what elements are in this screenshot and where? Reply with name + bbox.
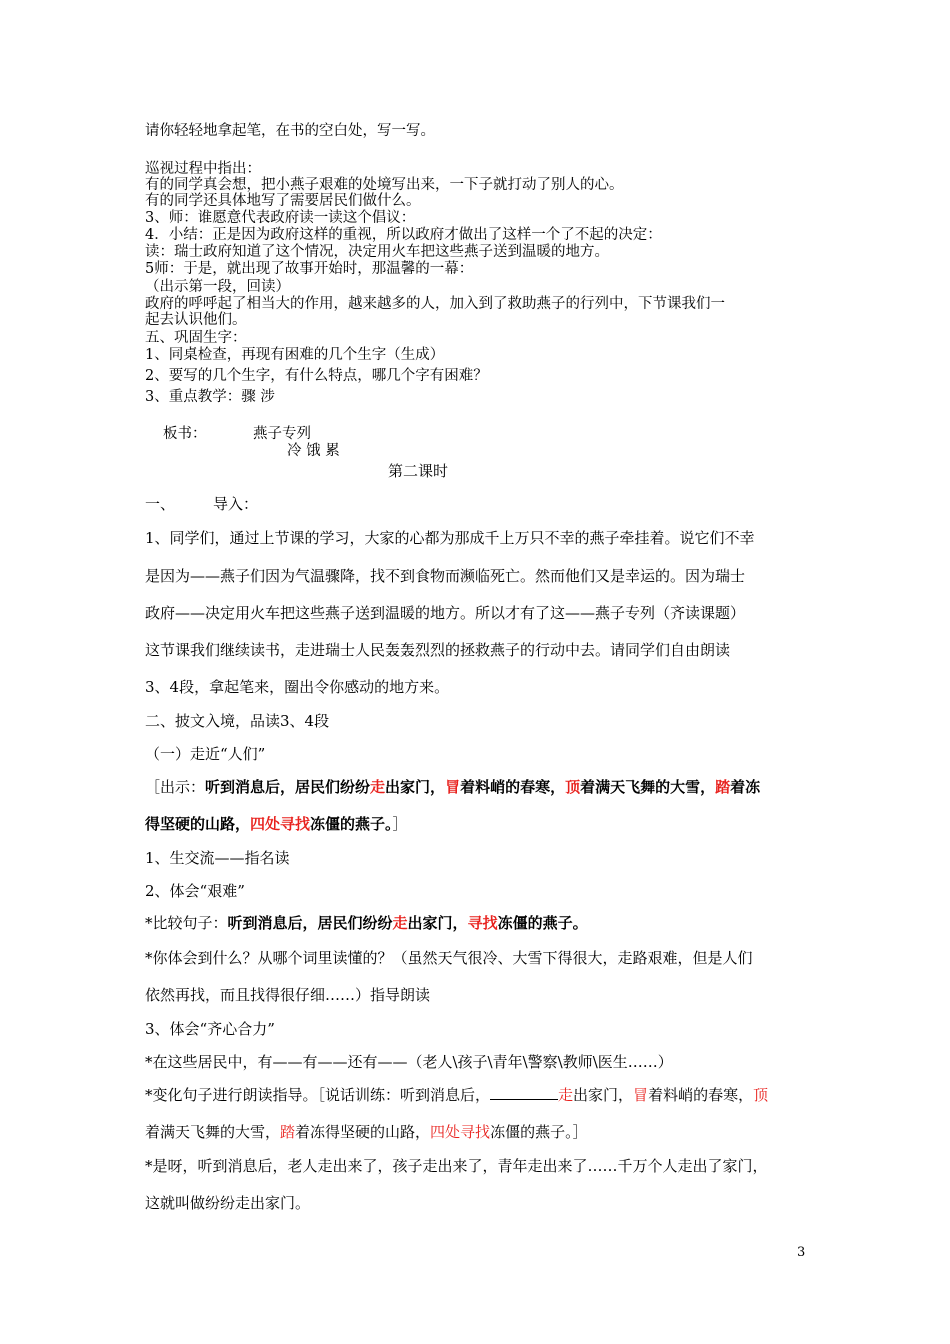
compare-sentence xyxy=(145,913,588,933)
text-line: 这节课我们继续读书，走进瑞士人民轰轰烈烈的拯救燕子的行动中去。请同学们自由朗读 xyxy=(145,641,731,659)
text-line: 1、同学们，通过上节课的学习，大家的心都为那成千上万只不幸的燕子牵挂着。说它们不幸 xyxy=(145,529,755,547)
text-line: 3、4段，拿起笔来，圈出令你感动的地方来。 xyxy=(145,678,450,696)
text-line: 2、体会“艰难” xyxy=(145,882,245,900)
text-line: 这就叫做纷纷走出家门。 xyxy=(145,1194,311,1212)
text-line: 有的同学还具体地写了需要居民们做什么。 xyxy=(145,193,421,209)
key-verb: 走 xyxy=(392,914,408,932)
sentence-text: *变化句子进行朗读指导。［说话训练：听到消息后， xyxy=(145,1086,491,1104)
lesson-title: 第二课时 xyxy=(388,462,449,480)
sentence-text: 冻僵的燕子。 xyxy=(310,815,393,833)
sentence-text: 听到消息后，居民们纷纷 xyxy=(227,914,393,932)
bracket-text: ［出示： xyxy=(145,778,206,796)
text-line: 政府的呼呼起了相当大的作用，越来越多的人，加入到了救助燕子的行列中，下节课我们一 xyxy=(145,296,725,312)
text-line: 依然再找，而且找得很仔细……）指导朗读 xyxy=(145,986,431,1004)
text-line: 3、重点教学：骤 涉 xyxy=(145,389,275,405)
key-verb: 寻找 xyxy=(467,914,498,932)
text-line: 读：瑞士政府知道了这个情况，决定用火车把这些燕子送到温暖的地方。 xyxy=(145,244,609,260)
section-heading: 二、披文入境，品读3、4段 xyxy=(145,712,330,730)
key-phrase: 四处寻找 xyxy=(430,1123,491,1141)
key-verb: 走 xyxy=(558,1086,574,1104)
key-verb: 冒 xyxy=(633,1086,649,1104)
board-title: 燕子专列 xyxy=(253,426,311,442)
text-line: 1、生交流——指名读 xyxy=(145,849,290,867)
text-line: 政府——决定用火车把这些燕子送到温暖的地方。所以才有了这——燕子专列（齐读课题） xyxy=(145,604,746,622)
text-line: 3、师：谁愿意代表政府读一读这个倡议： xyxy=(145,210,416,226)
text-line: 巡视过程中指出： xyxy=(145,161,261,177)
sentence-text: 出家门， xyxy=(407,914,468,932)
text-line: 4．小结：正是因为政府这样的重视，所以政府才做出了这样一个了不起的决定： xyxy=(145,227,662,243)
subsection-heading: （一）走近“人们” xyxy=(145,745,266,763)
sentence-text: 听到消息后，居民们纷纷 xyxy=(205,778,371,796)
practice-sentence xyxy=(145,1122,588,1142)
section-number: 一、 xyxy=(145,495,176,513)
text-line: 五、巩固生字： xyxy=(145,330,247,346)
key-verb: 走 xyxy=(370,778,386,796)
text-line: 请你轻轻地拿起笔，在书的空白处，写一写。 xyxy=(145,123,435,139)
key-verb: 顶 xyxy=(753,1086,769,1104)
text-line: 5师：于是，就出现了故事开始时，那温馨的一幕： xyxy=(145,261,474,277)
key-verb: 踏 xyxy=(715,778,731,796)
key-verb: 冒 xyxy=(445,778,461,796)
board-words: 冷 饿 累 xyxy=(287,443,340,459)
blank-line xyxy=(490,1085,558,1100)
text-line: *你体会到什么？从哪个词里读懂的？（虽然天气很冷、大雪下得很大，走路艰难，但是人们 xyxy=(145,949,753,967)
sentence-text: 着冻 xyxy=(730,778,761,796)
text-line: （出示第一段，回读） xyxy=(145,279,290,295)
key-verb: 踏 xyxy=(280,1123,296,1141)
text-line: 是因为——燕子们因为气温骤降，找不到食物而濒临死亡。然而他们又是幸运的。因为瑞士 xyxy=(145,567,746,585)
sentence-text: 出家门， xyxy=(385,778,446,796)
highlight-sentence xyxy=(145,814,408,834)
sentence-text: 着料峭的春寒， xyxy=(648,1086,754,1104)
text-line: 1、同桌检查，再现有困难的几个生字（生成） xyxy=(145,347,445,363)
text-line: 2、要写的几个生字，有什么特点，哪几个字有困难？ xyxy=(145,368,488,384)
highlight-sentence xyxy=(145,777,760,797)
key-phrase: 四处寻找 xyxy=(250,815,311,833)
text-line: 有的同学真会想，把小燕子艰难的处境写出来，一下子就打动了别人的心。 xyxy=(145,177,624,193)
sentence-text: 冻僵的燕子。］ xyxy=(490,1123,588,1141)
label-text: *比较句子： xyxy=(145,914,228,932)
sentence-text: 着满天飞舞的大雪， xyxy=(145,1123,281,1141)
sentence-text: 冻僵的燕子。 xyxy=(497,914,588,932)
text-line: 起去认识他们。 xyxy=(145,312,247,328)
bracket-text: ］ xyxy=(392,815,408,833)
practice-sentence xyxy=(145,1085,768,1105)
sentence-text: 着冻得坚硬的山路， xyxy=(295,1123,431,1141)
board-label: 板书： xyxy=(163,426,207,442)
text-line: *是呀，听到消息后，老人走出来了，孩子走出来了，青年走出来了……千万个人走出了家门， xyxy=(145,1157,768,1175)
page-number: 3 xyxy=(797,1245,806,1260)
key-verb: 顶 xyxy=(565,778,581,796)
sentence-text: 出家门， xyxy=(573,1086,634,1104)
sentence-text: 得坚硬的山路， xyxy=(145,815,251,833)
text-line: 3、体会“齐心合力” xyxy=(145,1020,275,1038)
sentence-text: 着满天飞舞的大雪， xyxy=(580,778,716,796)
sentence-text: 着料峭的春寒， xyxy=(460,778,566,796)
text-line: *在这些居民中，有——有——还有——（老人\孩子\青年\警察\教师\医生……） xyxy=(145,1053,673,1071)
section-heading: 导入： xyxy=(213,495,259,513)
